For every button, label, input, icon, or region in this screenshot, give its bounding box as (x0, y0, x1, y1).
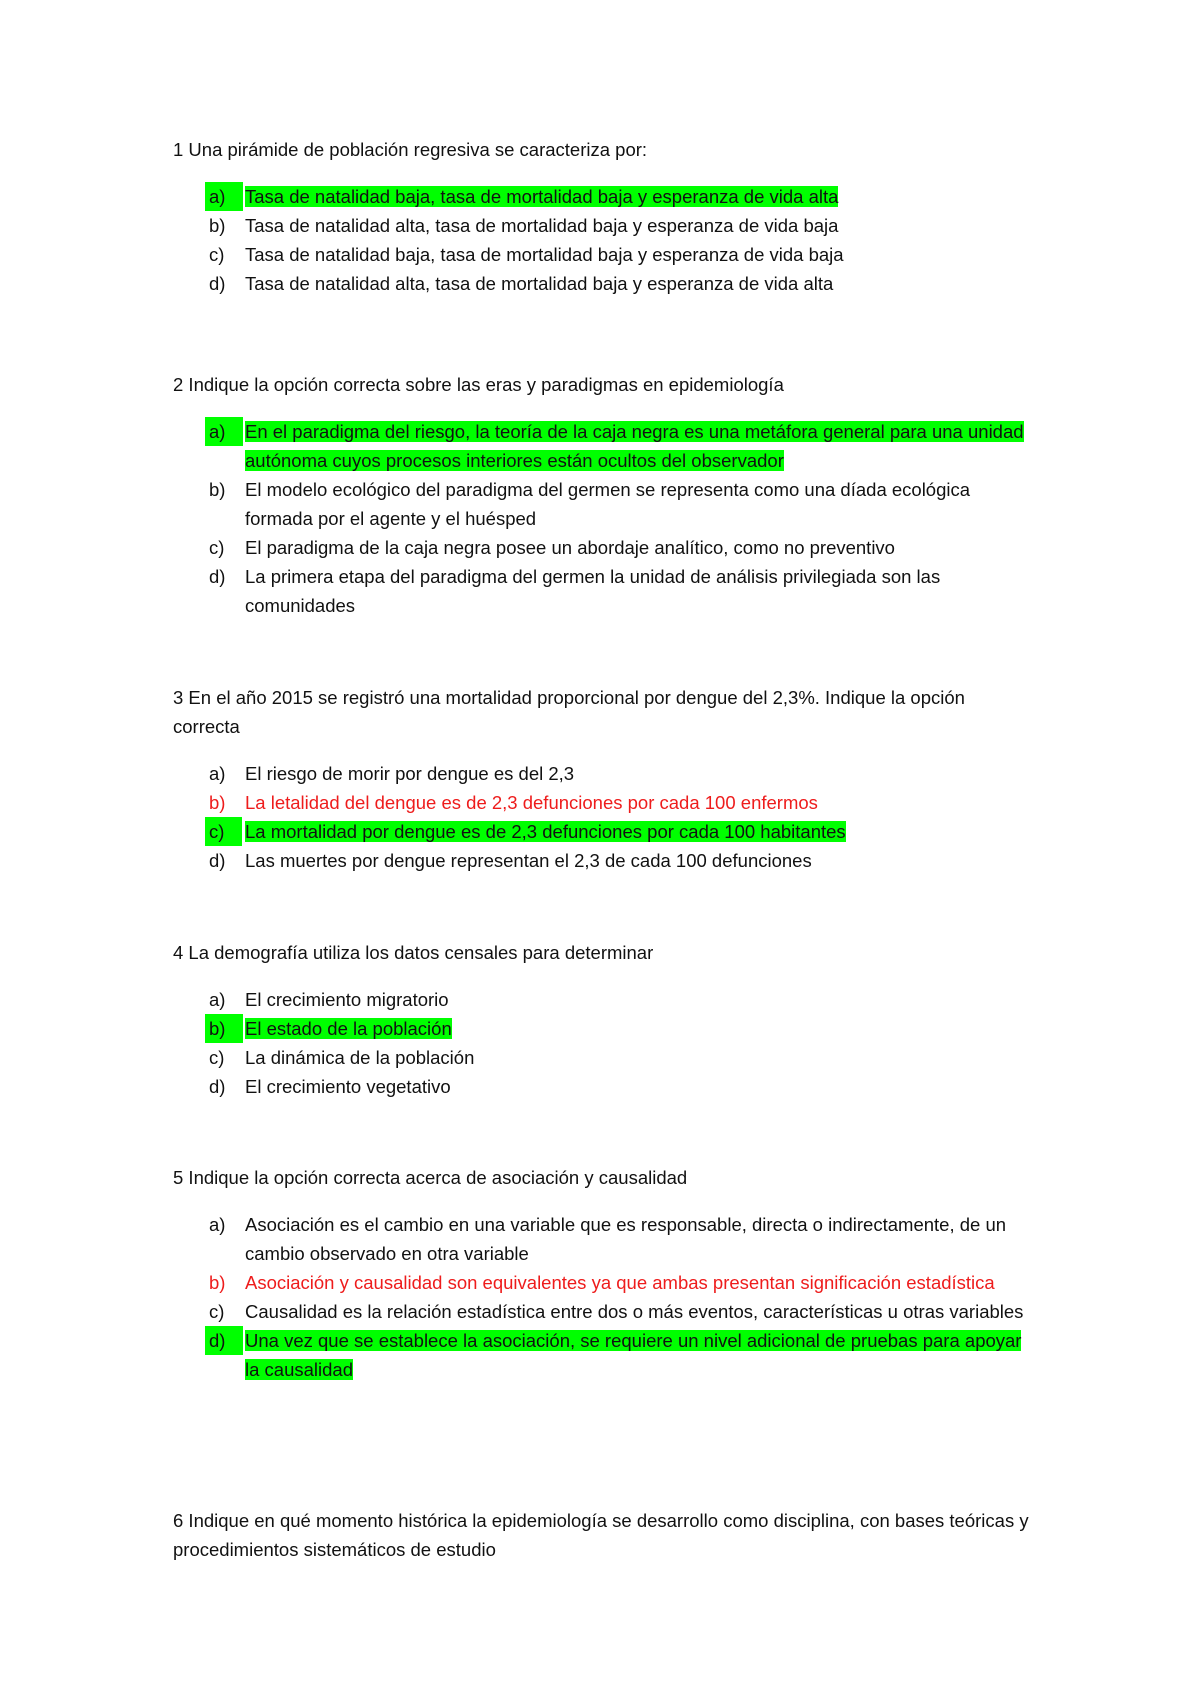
option-a (173, 1210, 1033, 1268)
option-letter: c) (205, 817, 242, 846)
question-5 (173, 1163, 1033, 1384)
option-letter: b) (209, 1272, 226, 1293)
options-list (173, 417, 1033, 620)
option-d (173, 1072, 1033, 1101)
option-b (173, 1014, 1033, 1043)
option-a (173, 759, 1033, 788)
option-text: El modelo ecológico del paradigma del germen se representa como una díada ecológica formada por el agente y el huésped (245, 479, 971, 529)
option-text: El estado de la población (245, 1018, 452, 1039)
option-text: La mortalidad por dengue es de 2,3 defunciones por cada 100 habitantes (245, 821, 846, 842)
option-text: El crecimiento vegetativo (245, 1076, 451, 1097)
option-d (173, 1326, 1033, 1384)
option-b (173, 788, 1033, 817)
option-d (173, 846, 1033, 875)
option-text: Tasa de natalidad baja, tasa de mortalidad baja y esperanza de vida baja (245, 244, 844, 265)
option-text: El crecimiento migratorio (245, 989, 449, 1010)
option-letter: a) (205, 182, 243, 211)
option-letter: d) (209, 850, 226, 871)
options-list (173, 759, 1033, 875)
option-text: Tasa de natalidad alta, tasa de mortalidad baja y esperanza de vida baja (245, 215, 839, 236)
option-text: Asociación es el cambio en una variable que es responsable, directa o indirectamente, de un cambio observado en otra variable (245, 1214, 1007, 1264)
option-letter: a) (209, 989, 226, 1010)
option-b (173, 211, 1033, 240)
option-d (173, 562, 1033, 620)
option-letter: d) (209, 273, 226, 294)
option-letter: c) (209, 537, 225, 558)
option-text: El paradigma de la caja negra posee un abordaje analítico, como no preventivo (245, 537, 895, 558)
question-text: 1 Una pirámide de población regresiva se caracteriza por: (173, 139, 648, 160)
question-text: 4 La demografía utiliza los datos censales para determinar (173, 942, 654, 963)
question-text: 5 Indique la opción correcta acerca de asociación y causalidad (173, 1167, 688, 1188)
option-text: Tasa de natalidad baja, tasa de mortalidad baja y esperanza de vida alta (245, 186, 839, 207)
option-letter: a) (209, 763, 226, 784)
option-letter: c) (209, 1301, 225, 1322)
option-a (173, 985, 1033, 1014)
question-text: 2 Indique la opción correcta sobre las eras y paradigmas en epidemiología (173, 374, 784, 395)
question-1 (173, 135, 1033, 298)
option-b (173, 1268, 1033, 1297)
options-list (173, 985, 1033, 1101)
options-list (173, 1210, 1033, 1384)
question-3 (173, 683, 1033, 875)
option-text: En el paradigma del riesgo, la teoría de la caja negra es una metáfora general para una unidad autónoma cuyos procesos interiores están ocultos del observador (245, 421, 1024, 471)
question-text: 3 En el año 2015 se registró una mortalidad proporcional por dengue del 2,3%. Indique la opción correcta (173, 687, 965, 737)
option-letter: a) (205, 417, 243, 446)
option-letter: b) (205, 1014, 243, 1043)
option-text: Las muertes por dengue representan el 2,3 de cada 100 defunciones (245, 850, 812, 871)
option-letter: d) (205, 1326, 243, 1355)
option-letter: a) (209, 1214, 226, 1235)
option-c (173, 1297, 1033, 1326)
option-letter: b) (209, 792, 226, 813)
option-b (173, 475, 1033, 533)
option-letter: d) (209, 1076, 226, 1097)
option-c (173, 533, 1033, 562)
question-text: 6 Indique en qué momento histórica la epidemiología se desarrollo como disciplina, con bases teóricas y procedimientos sistemáticos de estudio (173, 1510, 1029, 1560)
options-list (173, 182, 1033, 298)
option-text: La primera etapa del paradigma del germen la unidad de análisis privilegiada son las comunidades (245, 566, 941, 616)
option-text: Una vez que se establece la asociación, se requiere un nivel adicional de pruebas para apoyar la causalidad (245, 1330, 1022, 1380)
option-text: El riesgo de morir por dengue es del 2,3 (245, 763, 575, 784)
option-d (173, 269, 1033, 298)
option-a (173, 182, 1033, 211)
option-letter: c) (209, 244, 225, 265)
option-letter: d) (209, 566, 226, 587)
option-letter: b) (209, 479, 226, 500)
option-text: Causalidad es la relación estadística entre dos o más eventos, características u otras variables (245, 1301, 1024, 1322)
option-text: La dinámica de la población (245, 1047, 475, 1068)
option-c (173, 240, 1033, 269)
question-4 (173, 938, 1033, 1101)
option-a (173, 417, 1033, 475)
option-text: Tasa de natalidad alta, tasa de mortalidad baja y esperanza de vida alta (245, 273, 834, 294)
option-text: Asociación y causalidad son equivalentes ya que ambas presentan significación estadística (245, 1272, 995, 1293)
option-c (173, 817, 1033, 846)
option-c (173, 1043, 1033, 1072)
option-letter: c) (209, 1047, 225, 1068)
question-6 (173, 1506, 1033, 1582)
option-text: La letalidad del dengue es de 2,3 defunciones por cada 100 enfermos (245, 792, 818, 813)
question-2 (173, 370, 1033, 620)
option-letter: b) (209, 215, 226, 236)
